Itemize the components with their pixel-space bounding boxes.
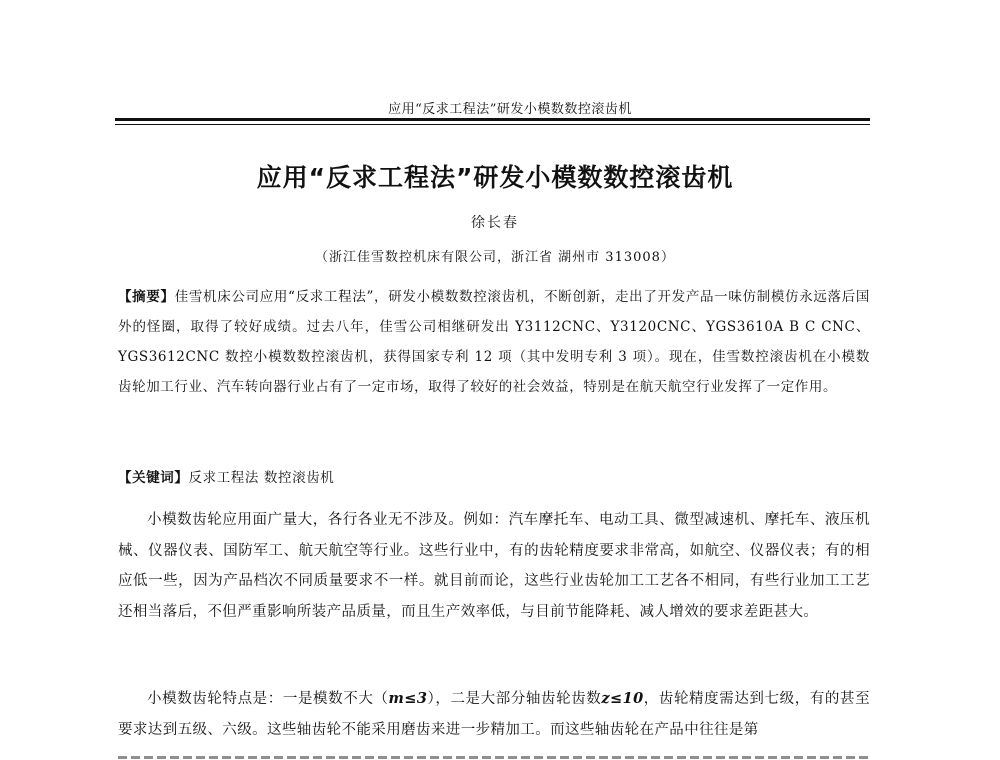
paragraph2-text-part2: ），二是大部分轴齿轮齿数: [427, 691, 602, 707]
header-rule-thin: [115, 124, 870, 125]
teeth-count-inequality: z≤10: [601, 690, 644, 707]
author-affiliation: （浙江佳雪数控机床有限公司，浙江省 湖州市 313008）: [315, 250, 675, 265]
abstract-block: [118, 282, 870, 402]
header-rule-thick: [115, 118, 870, 121]
abstract-label: 【摘要】: [118, 289, 175, 305]
paragraph2-text-part3: ，齿轮精度需达到七级，有的甚至要求达到五级、六级。这些轴齿轮不能采用磨齿来进一步精加工。而这些轴齿轮在产品中往往是第: [118, 691, 871, 738]
paragraph2-text-part1: 小模数齿轮特点是：一是模数不大（: [147, 691, 389, 707]
running-header: 应用“反求工程法”研发小模数数控滚齿机: [388, 102, 632, 117]
paper-title: 应用“反求工程法”研发小模数数控滚齿机: [256, 163, 734, 192]
module-inequality: m≤3: [388, 690, 428, 707]
body-paragraph-2: [118, 684, 870, 745]
author-name: 徐长春: [471, 215, 519, 231]
keywords-block: [118, 465, 870, 491]
abstract-text: 佳雪机床公司应用“反求工程法”，研发小模数数控滚齿机，不断创新，走出了开发产品一味仿制模仿永远落后国外的怪圈，取得了较好成绩。过去八年，佳雪公司相继研发出 Y3112CNC、Y3120CNC、YGS3610A B C CNC、YGS3612CNC 数控小模数数控滚齿机，获得国家专利 12 项（其中发明专利 3 项）。现在，佳雪数控滚齿机在小模数齿轮加工行业、汽车转向器行业占有了一定市场，取得了较好的社会效益，特别是在航天航空行业发挥了一定作用。: [118, 289, 870, 395]
keywords-text: 反求工程法 数控滚齿机: [188, 470, 335, 486]
truncated-next-line: [118, 752, 870, 760]
keywords-label: 【关键词】: [118, 470, 189, 486]
body-paragraph-1: 小模数齿轮应用面广量大，各行各业无不涉及。例如：汽车摩托车、电动工具、微型减速机、摩托车、液压机械、仪器仪表、国防军工、航天航空等行业。这些行业中，有的齿轮精度要求非常高，如航空、仪器仪表；有的相应低一些，因为产品档次不同质量要求不一样。就目前而论，这些行业齿轮加工工艺各不相同，有些行业加工工艺还相当落后，不但严重影响所装产品质量，而且生产效率低，与目前节能降耗、减人增效的要求差距甚大。: [118, 512, 870, 620]
